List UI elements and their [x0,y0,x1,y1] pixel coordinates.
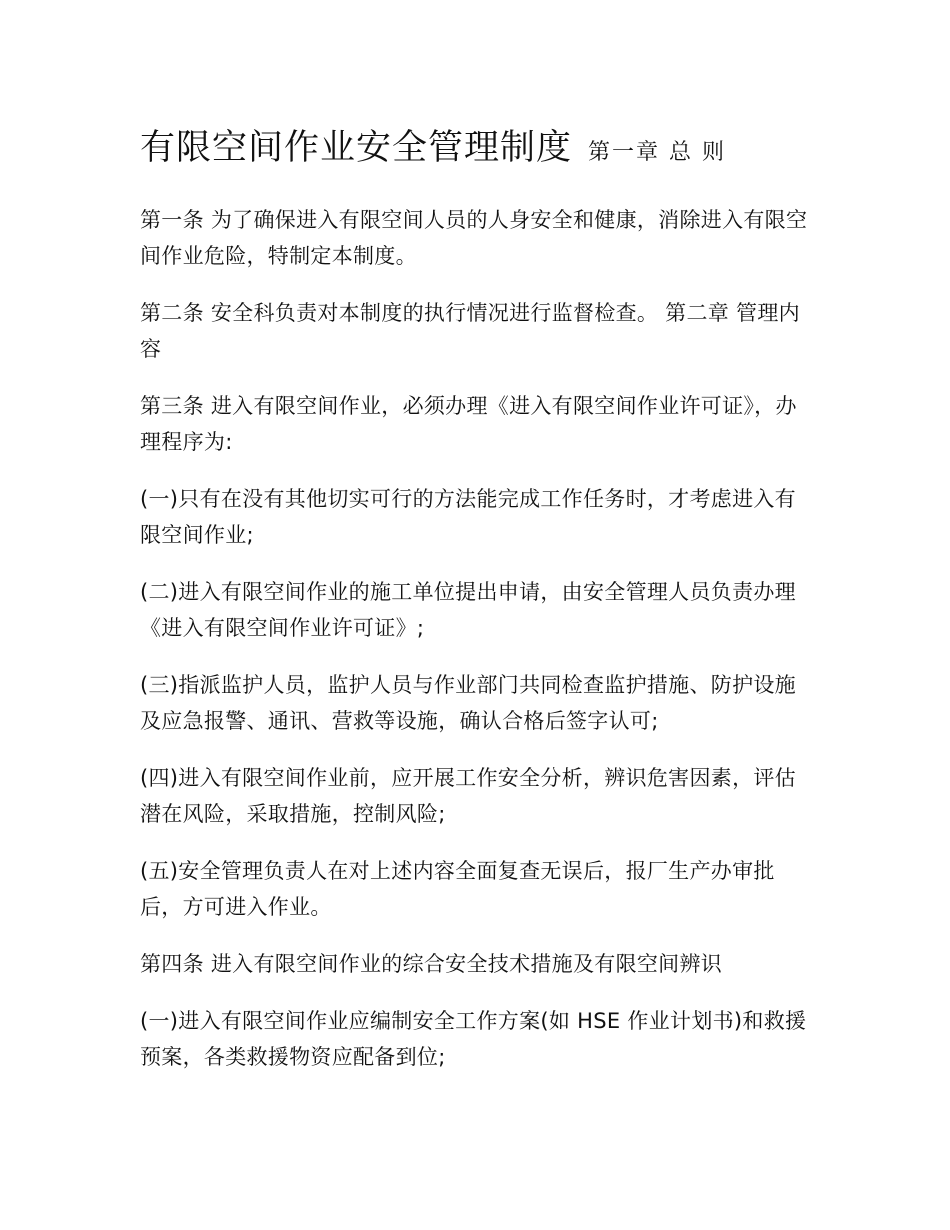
title-line [140,122,810,180]
paragraph-article-3: 第三条 进入有限空间作业，必须办理《进入有限空间作业许可证》，办理程序为: [140,394,797,454]
paragraph-article-2: 第二条 安全科负责对本制度的执行情况进行监督检查。 第二章 管理内容 [140,301,800,361]
paragraph-article-4-item-1: (一)进入有限空间作业应编制安全工作方案(如 HSE 作业计划书)和救援预案，各类救援物资应配备到位; [140,1009,807,1069]
paragraph-article-4: 第四条 进入有限空间作业的综合安全技术措施及有限空间辨识 [140,952,723,976]
document-title: 有限空间作业安全管理制度 [140,128,573,168]
paragraph-item-3: (三)指派监护人员，监护人员与作业部门共同检查监护措施、防护设施及应急报警、通讯、营救等设施，确认合格后签字认可; [140,673,796,733]
paragraph-article-1: 第一条 为了确保进入有限空间人员的人身安全和健康，消除进入有限空间作业危险，特制定本制度。 [140,208,808,268]
paragraph-item-1: (一)只有在没有其他切实可行的方法能完成工作任务时，才考虑进入有限空间作业; [140,487,796,547]
chapter-heading: 第一章 总 则 [588,140,727,165]
paragraph-item-5: (五)安全管理负责人在对上述内容全面复查无误后，报厂生产办审批后，方可进入作业。 [140,859,775,919]
paragraph-item-4: (四)进入有限空间作业前，应开展工作安全分析，辨识危害因素，评估潜在风险，采取措施，控制风险; [140,766,796,826]
paragraph-item-2: (二)进入有限空间作业的施工单位提出申请，由安全管理人员负责办理《进入有限空间作业许可证》; [140,580,796,640]
